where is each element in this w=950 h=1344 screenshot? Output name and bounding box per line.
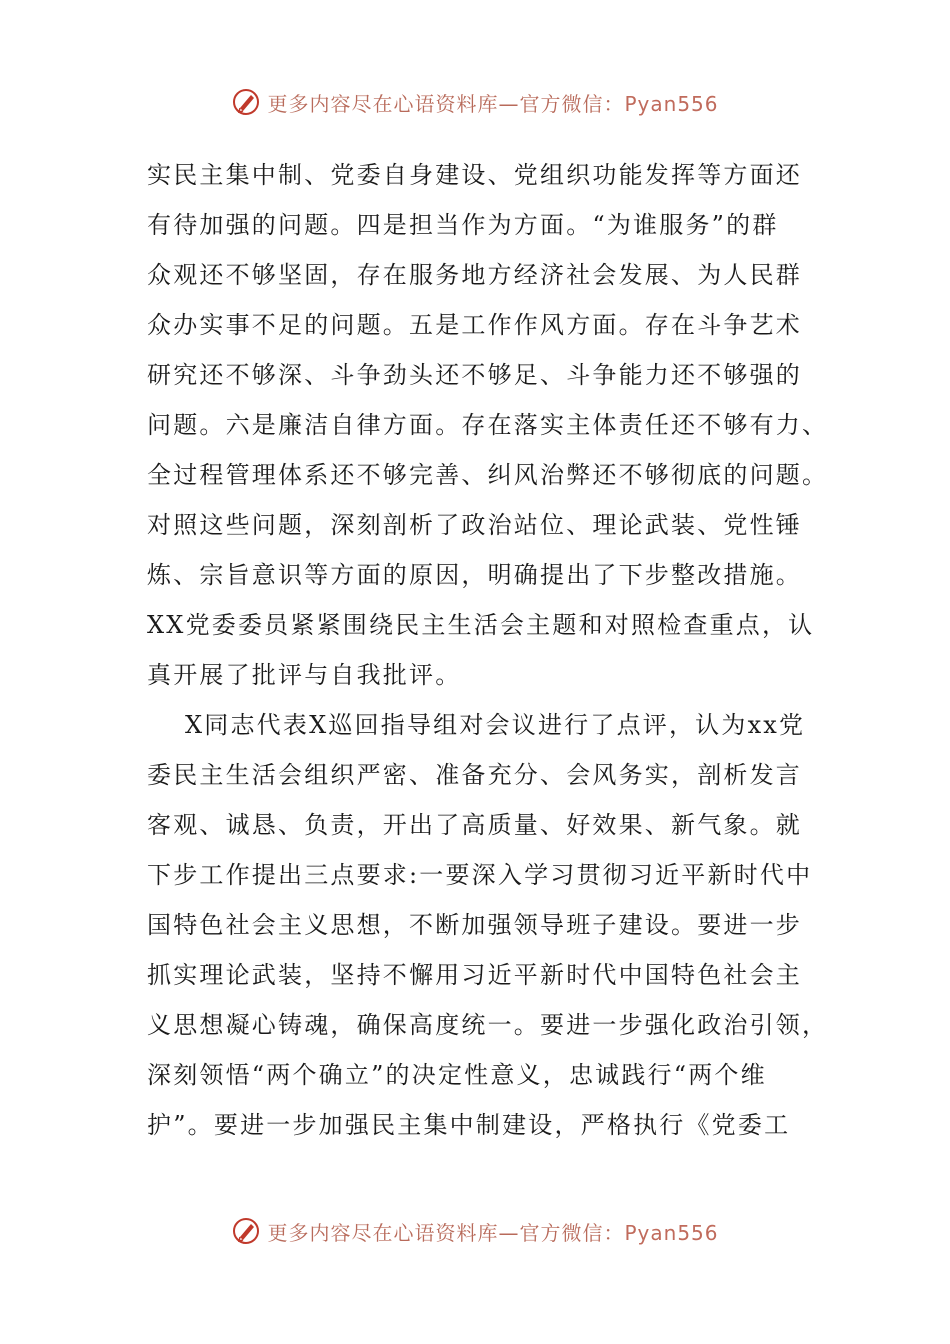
body-line: 深刻领悟“两个确立”的决定性意义，忠诚践行“两个维 (147, 1061, 767, 1089)
wechat-id: Pyan556 (624, 1220, 719, 1245)
body-line: 实民主集中制、党委自身建设、党组织功能发挥等方面还 (147, 161, 802, 189)
body-line: 众办实事不足的问题。五是工作作风方面。存在斗争艺术 (147, 311, 802, 339)
body-line: 炼、宗旨意识等方面的原因，明确提出了下步整改措施。 (147, 561, 802, 589)
body-line: 国特色社会主义思想，不断加强领导班子建设。要进一步 (147, 911, 802, 939)
body-line: 委民主生活会组织严密、准备充分、会风务实，剖析发言 (147, 761, 802, 789)
body-line: 研究还不够深、斗争劲头还不够足、斗争能力还不够强的 (147, 361, 802, 389)
watermark-header (0, 82, 950, 122)
watermark-text: 更多内容尽在心语资料库—官方微信：Pyan556 (267, 91, 719, 116)
body-line: 义思想凝心铸魂，确保高度统一。要进一步强化政治引领， (147, 1011, 829, 1039)
body-line: 抓实理论武装，坚持不懈用习近平新时代中国特色社会主 (147, 961, 802, 989)
body-line: 护”。要进一步加强民主集中制建设，严格执行《党委工 (147, 1111, 791, 1139)
body-line: 众观还不够坚固，存在服务地方经济社会发展、为人民群 (147, 261, 802, 289)
paragraph-start-line: X同志代表X巡回指导组对会议进行了点评，认为xx党 (185, 711, 806, 739)
watermark-text: 更多内容尽在心语资料库—官方微信：Pyan556 (267, 1220, 719, 1245)
pen-logo-icon (231, 1216, 261, 1246)
body-line: 真开展了批评与自我批评。 (147, 661, 462, 689)
watermark-footer (0, 1211, 950, 1251)
document-body (147, 150, 829, 1150)
body-line: XX党委委员紧紧围绕民主生活会主题和对照检查重点，认 (147, 611, 815, 639)
body-line: 客观、诚恳、负责，开出了高质量、好效果、新气象。就 (147, 811, 802, 839)
body-line: 对照这些问题，深刻剖析了政治站位、理论武装、党性锤 (147, 511, 802, 539)
body-line: 问题。六是廉洁自律方面。存在落实主体责任还不够有力、 (147, 411, 829, 439)
body-line: 有待加强的问题。四是担当作为方面。“为谁服务”的群 (147, 211, 779, 239)
wechat-id: Pyan556 (624, 91, 719, 116)
pen-logo-icon (231, 87, 261, 117)
body-line: 下步工作提出三点要求:一要深入学习贯彻习近平新时代中 (147, 861, 813, 889)
body-line: 全过程管理体系还不够完善、纠风治弊还不够彻底的问题。 (147, 461, 829, 489)
